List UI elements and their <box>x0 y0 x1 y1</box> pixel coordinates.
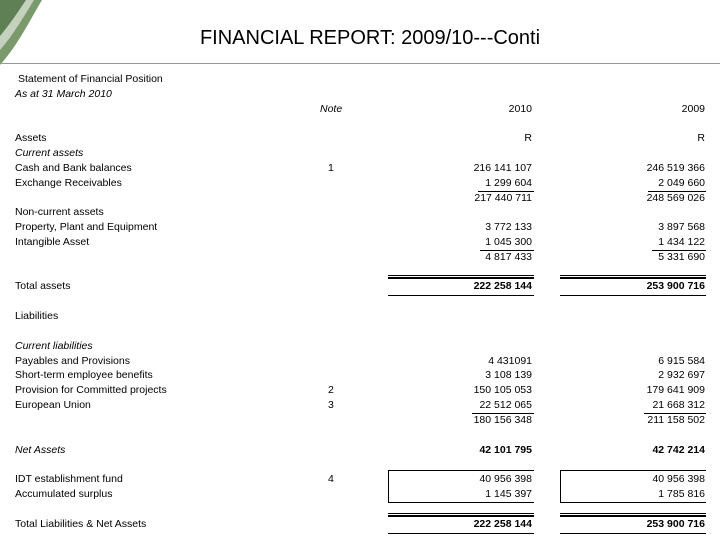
cash-2009: 246 519 366 <box>646 162 705 174</box>
exchange-label: Exchange Receivables <box>15 177 122 189</box>
noncurrent-assets-label: Non-current assets <box>15 206 104 218</box>
surplus-2009: 1 785 816 <box>658 488 705 500</box>
current-liabilities-label: Current liabilities <box>15 340 93 352</box>
eu-2010: 22 512 065 <box>479 399 532 411</box>
idt-fund-label: IDT establishment fund <box>15 473 123 485</box>
net-assets-2010: 42 101 795 <box>479 444 532 456</box>
payables-label: Payables and Provisions <box>15 355 130 367</box>
box-left <box>560 470 561 503</box>
statement-subheading: As at 31 March 2010 <box>15 88 112 100</box>
cash-2010: 216 141 107 <box>473 162 532 174</box>
committed-2009: 179 641 909 <box>646 384 705 396</box>
ppe-2009: 3 897 568 <box>658 221 705 233</box>
currency-2009: R <box>697 132 705 144</box>
total-liab-net-2010: 222 258 144 <box>473 518 532 530</box>
eu-label: European Union <box>15 399 91 411</box>
box-top <box>388 470 534 471</box>
statement-heading: Statement of Financial Position <box>18 73 163 85</box>
liabilities-total-2010: 180 156 348 <box>473 414 532 426</box>
box-top <box>560 470 706 471</box>
noncurrent-total-2010: 4 817 433 <box>485 251 532 263</box>
corner-decoration <box>0 0 60 80</box>
col-2010-header: 2010 <box>508 103 532 115</box>
currency-2010: R <box>524 132 532 144</box>
page-title: FINANCIAL REPORT: 2009/10---Conti <box>199 27 541 49</box>
box-bottom <box>388 502 534 503</box>
ppe-2010: 3 772 133 <box>485 221 532 233</box>
total-liab-net-2009: 253 900 716 <box>646 518 705 530</box>
total-assets-2010: 222 258 144 <box>473 280 532 292</box>
intangible-2009: 1 434 122 <box>658 236 705 248</box>
ppe-label: Property, Plant and Equipment <box>15 221 158 233</box>
current-assets-label: Current assets <box>15 147 84 159</box>
underline <box>388 533 534 534</box>
box-left <box>388 470 389 503</box>
intangible-2010: 1 045 300 <box>485 236 532 248</box>
title-divider <box>0 63 720 64</box>
current-assets-total-2010: 217 440 711 <box>474 192 532 204</box>
col-2009-header: 2009 <box>681 103 705 115</box>
short-term-label: Short-term employee benefits <box>15 369 153 381</box>
idt-fund-note: 4 <box>328 473 334 485</box>
short-term-2010: 3 108 139 <box>485 369 532 381</box>
current-assets-total-2009: 248 569 026 <box>646 192 705 204</box>
liabilities-label: Liabilities <box>15 310 59 322</box>
assets-label: Assets <box>15 132 47 144</box>
noncurrent-total-2009: 5 331 690 <box>658 251 705 263</box>
payables-2010: 4 431091 <box>488 355 532 367</box>
total-assets-2009: 253 900 716 <box>646 280 705 292</box>
underline <box>560 533 706 534</box>
short-term-2009: 2 932 697 <box>658 369 705 381</box>
underline <box>560 295 706 296</box>
col-note-header: Note <box>320 103 343 115</box>
underline <box>388 295 534 296</box>
liabilities-total-2009: 211 158 502 <box>647 414 705 426</box>
committed-note: 2 <box>328 384 334 396</box>
committed-2010: 150 105 053 <box>473 384 532 396</box>
total-liab-net-label: Total Liabilities & Net Assets <box>15 518 147 530</box>
net-assets-2009: 42 742 214 <box>652 444 705 456</box>
net-assets-label: Net Assets <box>15 444 66 456</box>
eu-2009: 21 668 312 <box>652 399 705 411</box>
cash-note: 1 <box>328 162 334 174</box>
idt-fund-2010: 40 956 398 <box>479 473 532 485</box>
total-assets-label: Total assets <box>15 280 71 292</box>
cash-label: Cash and Bank balances <box>15 162 132 174</box>
idt-fund-2009: 40 956 398 <box>652 473 705 485</box>
intangible-label: Intangible Asset <box>15 236 90 248</box>
exchange-2010: 1 299 604 <box>485 177 532 189</box>
exchange-2009: 2 049 660 <box>658 177 705 189</box>
payables-2009: 6 915 584 <box>658 355 705 367</box>
eu-note: 3 <box>328 399 334 411</box>
box-bottom <box>560 502 706 503</box>
surplus-label: Accumulated surplus <box>15 488 113 500</box>
surplus-2010: 1 145 397 <box>485 488 532 500</box>
committed-label: Provision for Committed projects <box>15 384 167 396</box>
